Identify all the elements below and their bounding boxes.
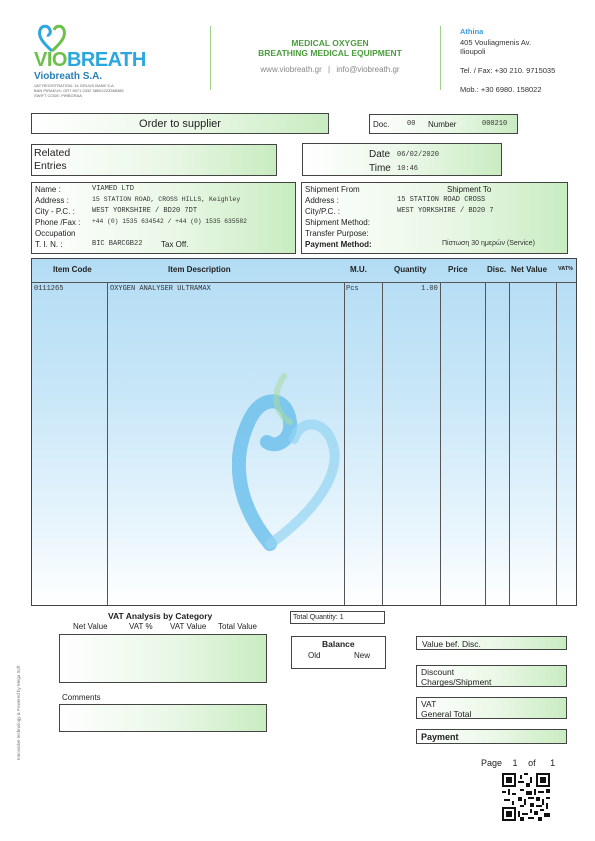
doc-number-box xyxy=(369,114,518,134)
company-bank-line-2: BAN PIRAEUS: GR7 6971 0332 38502223388385 xyxy=(34,88,124,93)
related-label: Related xyxy=(34,147,71,159)
general-total-label: General Total xyxy=(421,709,472,719)
row-quantity: 1.00 xyxy=(421,285,438,293)
col-divider-7 xyxy=(556,283,557,605)
col-item-description: Item Description xyxy=(168,265,231,274)
supplier-city: WEST YORKSHIRE / BD20 7DT xyxy=(92,207,198,215)
website-link[interactable]: www.viobreath.gr xyxy=(260,65,322,74)
discount-charges-box xyxy=(416,665,567,687)
transfer-purpose-label: Transfer Purpose: xyxy=(305,229,369,238)
entries-label: Entries xyxy=(34,160,67,172)
header-divider-right xyxy=(440,26,441,90)
vat-total-header: Total Value xyxy=(218,622,257,631)
date-label: Date xyxy=(369,149,391,160)
logo-wordmark: VIOBREATH xyxy=(34,49,146,71)
discount-label: Discount xyxy=(421,667,455,677)
tax-office-label: Tax Off. xyxy=(161,240,189,249)
vat-label: VAT xyxy=(421,699,437,709)
vat-pct-header: VAT % xyxy=(129,622,153,631)
time-label: Time xyxy=(369,163,391,174)
table-row xyxy=(32,285,576,295)
page-label: Page xyxy=(481,758,503,768)
date-value: 06/02/2020 xyxy=(397,151,440,159)
col-item-code: Item Code xyxy=(53,265,92,274)
number-value: 000210 xyxy=(482,120,508,128)
shipment-city-label: City/P.C. : xyxy=(305,207,340,216)
header-divider-left xyxy=(210,26,211,90)
payment-label: Payment xyxy=(421,732,459,742)
document-title: Order to supplier xyxy=(139,118,221,130)
items-table xyxy=(31,258,577,606)
charges-shipment-label: Charges/Shipment xyxy=(421,677,492,687)
page-number xyxy=(481,758,555,768)
total-quantity-box xyxy=(290,611,385,624)
web-line xyxy=(225,65,435,74)
supplier-address-label: Address : xyxy=(35,196,69,205)
contact-street: 405 Vouliagmenis Av. xyxy=(460,38,532,47)
related-entries-box xyxy=(31,144,277,176)
shipment-box xyxy=(301,182,568,254)
qr-code-icon xyxy=(502,773,550,821)
col-mu: M.U. xyxy=(350,265,367,274)
shipment-to-label: Shipment To xyxy=(447,185,492,194)
header-tagline xyxy=(225,38,435,74)
vertical-software-note: Innovative technology & Powered by Mega Soft xyxy=(16,665,21,760)
tagline-line-1: MEDICAL OXYGEN xyxy=(291,38,369,48)
company-logo xyxy=(34,22,184,102)
col-vat: VAT% xyxy=(558,266,574,272)
page-of-label: of xyxy=(528,758,536,768)
shipment-from-label: Shipment From xyxy=(305,185,360,194)
contact-city: Athina xyxy=(460,27,484,36)
supplier-tin-label: T. I. N. : xyxy=(35,240,63,249)
supplier-city-label: City - P.C. : xyxy=(35,207,75,216)
date-time-box xyxy=(302,143,502,176)
col-divider-4 xyxy=(440,283,441,605)
email-link[interactable]: info@viobreath.gr xyxy=(336,65,400,74)
shipment-city: WEST YORKSHIRE / BD20 7 xyxy=(397,207,494,215)
contact-tel: Tel. / Fax: +30 210. 9715035 xyxy=(460,66,556,75)
time-value: 10:46 xyxy=(397,165,419,173)
contact-block xyxy=(460,27,590,94)
balance-new-label: New xyxy=(354,651,371,660)
vat-analysis-title: VAT Analysis by Category xyxy=(108,611,213,621)
comments-box xyxy=(59,704,267,732)
col-divider-2 xyxy=(344,283,345,605)
supplier-address: 15 STATION ROAD, CROSS HILLS, Keighley xyxy=(92,196,241,203)
row-item-code: 0111265 xyxy=(34,285,64,293)
value-before-discount-label: Value bef. Disc. xyxy=(422,639,481,649)
table-header-row xyxy=(32,259,576,283)
payment-method-value: Πίστωση 30 ημερών (Service) xyxy=(442,240,535,247)
page-total: 1 xyxy=(550,758,556,768)
col-price: Price xyxy=(448,265,468,274)
company-bank-line-3: SWIFT CODE: PIRBGRAA xyxy=(34,93,82,98)
company-bank-line-1: VAT REGISTRATION: 14 GRUUS BANK S.A. xyxy=(34,83,115,88)
contact-area: Ilioupoli xyxy=(460,47,486,56)
supplier-phone-label: Phone /Fax : xyxy=(35,218,81,227)
payment-method-label: Payment Method: xyxy=(305,240,372,249)
contact-mob: Mob.: +30 6980. 158022 xyxy=(460,85,542,94)
row-item-description: OXYGEN ANALYSER ULTRAMAX xyxy=(110,285,211,293)
doc-label: Doc. xyxy=(373,120,390,129)
vat-value-header: VAT Value xyxy=(170,622,207,631)
col-divider-1 xyxy=(107,283,108,605)
document-title-box xyxy=(31,113,329,134)
shipment-method-label: Shipment Method: xyxy=(305,218,370,227)
number-label: Number xyxy=(428,120,457,129)
payment-box xyxy=(416,729,567,744)
balance-old-label: Old xyxy=(308,651,321,660)
col-quantity: Quantity xyxy=(394,265,427,274)
total-quantity: Total Quantity: 1 xyxy=(293,614,344,621)
comments-label: Comments xyxy=(62,693,101,702)
balance-label: Balance xyxy=(322,639,355,649)
supplier-name-label: Name : xyxy=(35,185,61,194)
watermark-heart-icon xyxy=(232,364,352,554)
vat-net-value-header: Net Value xyxy=(73,622,108,631)
page-current: 1 xyxy=(512,758,518,768)
supplier-occupation-label: Occupation xyxy=(35,229,76,238)
supplier-name: VIAMED LTD xyxy=(92,185,135,193)
balance-box xyxy=(291,636,386,669)
col-net-value: Net Value xyxy=(511,265,548,274)
vat-analysis-box xyxy=(59,634,267,683)
col-discount: Disc. xyxy=(487,265,507,274)
tagline-line-2: BREATHING MEDICAL EQUIPMENT xyxy=(258,48,402,58)
vat-total-box xyxy=(416,697,567,719)
doc-value: 00 xyxy=(407,120,416,128)
row-mu: Pcs xyxy=(346,285,359,293)
supplier-box xyxy=(31,182,296,254)
col-divider-3 xyxy=(382,283,383,605)
company-name: Viobreath S.A. xyxy=(34,71,103,82)
col-divider-6 xyxy=(509,283,510,605)
shipment-address-label: Address : xyxy=(305,196,339,205)
shipment-address: 15 STATION ROAD CROSS xyxy=(397,196,486,204)
supplier-phone: +44 (0) 1535 634542 / +44 (0) 1535 635582 xyxy=(92,218,247,225)
value-before-discount-box xyxy=(416,636,567,650)
col-divider-5 xyxy=(485,283,486,605)
supplier-tin: BIC BARCGB22 xyxy=(92,240,143,248)
web-separator: | xyxy=(328,65,331,74)
